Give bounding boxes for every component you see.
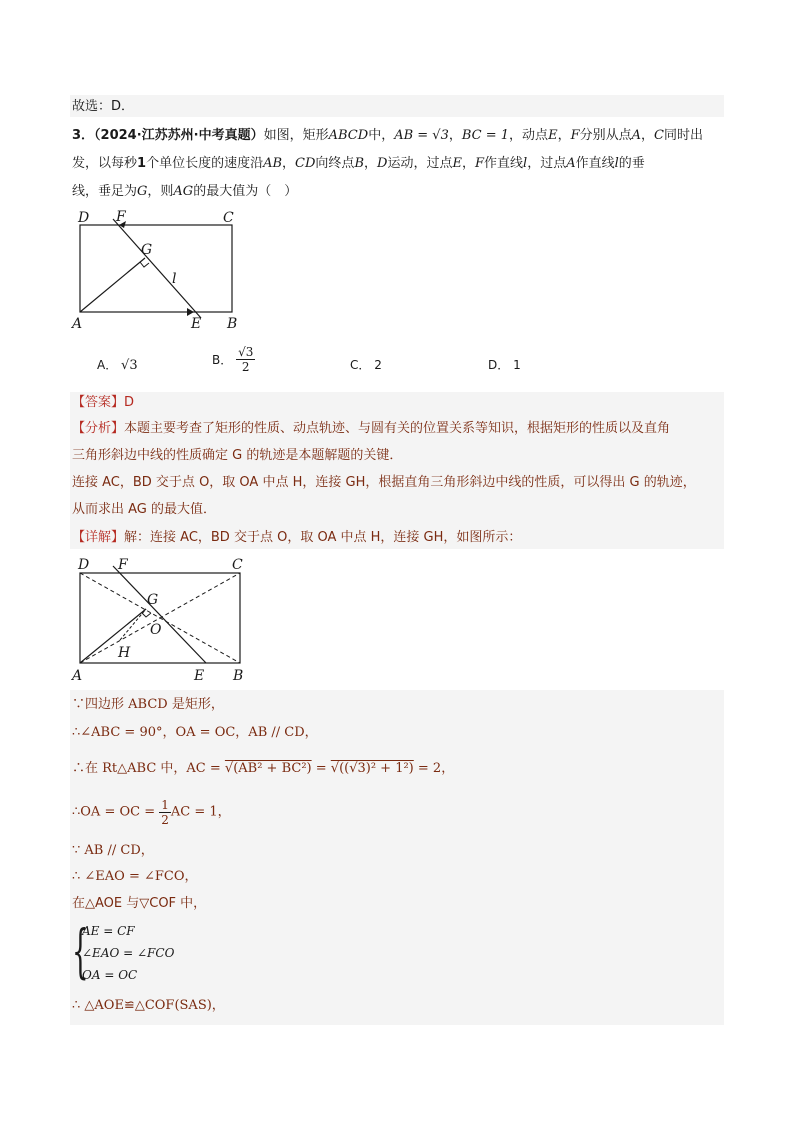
option-b-numerator: √3	[238, 345, 254, 359]
fig1-segment-AG	[80, 258, 145, 312]
fig2-label-D: D	[78, 557, 90, 573]
question-line-3	[72, 183, 297, 201]
system-eq-3: OA = OC	[82, 968, 138, 982]
step-4	[72, 798, 231, 828]
q-var: A	[566, 156, 576, 171]
fig1-rectangle	[80, 225, 232, 312]
step-4-denominator: 2	[161, 813, 169, 827]
fig2-label-O: O	[150, 622, 162, 638]
question-number: 3．	[72, 128, 95, 143]
q-var: AG	[173, 184, 194, 199]
q-text: 个单位长度的速度沿	[146, 156, 264, 171]
step-3-prefix: ∴在 Rt△ABC 中，AC =	[72, 761, 225, 776]
q-var: l	[523, 156, 528, 171]
question-line-2: 发，以每秒1个单位长度的速度沿AB，CD向终点B，D运动，过点E，F作直线l，过点A作直线l的垂	[72, 156, 645, 171]
fig2-segment-AG	[80, 609, 146, 663]
step-8: ∴ △AOE≌△COF(SAS)，	[72, 998, 225, 1013]
fig1-label-F: F	[116, 209, 126, 225]
step-2: ∴∠ABC = 90°，OA = OC，AB // CD，	[72, 725, 318, 740]
q-var: E	[452, 156, 462, 171]
q-var: E	[548, 128, 558, 143]
option-a[interactable]	[97, 356, 138, 373]
fig1-label-B: B	[227, 316, 238, 332]
q-var: F	[474, 156, 485, 171]
q-math: AB = √3	[394, 128, 449, 143]
step-3-eq: =	[311, 761, 331, 776]
analysis-line-1	[72, 420, 670, 438]
fig1-label-A: A	[72, 316, 83, 332]
figure-1-rectangle	[70, 205, 250, 335]
band-guxuan	[70, 95, 724, 117]
option-c-label: C．	[350, 358, 371, 372]
q-text: 分别从点	[579, 128, 632, 143]
option-d-label: D．	[488, 358, 510, 372]
fig2-label-C: C	[232, 557, 243, 573]
step-4-prefix: ∴OA = OC =	[72, 804, 160, 820]
q-text: 的垂	[618, 156, 645, 171]
q-text: 作直线	[484, 156, 524, 171]
analysis-line-4: 从而求出 AG 的最大值．	[72, 502, 217, 517]
q-var: AB	[263, 156, 283, 171]
fig1-label-G: G	[141, 242, 153, 258]
system-eq-2: ∠EAO = ∠FCO	[82, 946, 175, 960]
step-3	[72, 760, 454, 778]
q-var: CD	[295, 156, 316, 171]
option-a-value: √3	[121, 358, 138, 373]
analysis-line-3: 连接 AC，BD 交于点 O，取 OA 中点 H，连接 GH，根据直角三角形斜边中线的性质，可以得出 G 的轨迹，	[72, 475, 696, 490]
system-eq-1: AE = CF	[82, 924, 135, 938]
q-text: 运动，过点	[387, 156, 453, 171]
step-4-fraction	[159, 798, 171, 827]
option-a-label: A．	[97, 358, 118, 372]
step-7: 在△AOE 与▽COF 中，	[72, 896, 207, 911]
option-c-value: 2	[374, 358, 382, 372]
system-brace: {	[72, 917, 89, 985]
option-d-value: 1	[513, 358, 521, 372]
q-text: 作直线	[575, 156, 615, 171]
fig1-label-l: l	[172, 271, 177, 287]
fig2-label-E: E	[194, 668, 205, 684]
option-c[interactable]	[350, 356, 382, 373]
option-d[interactable]	[488, 356, 521, 373]
answer-value: D	[124, 395, 135, 410]
fig1-line-l	[113, 219, 201, 318]
fig2-label-F: F	[118, 557, 128, 573]
step-3-radical-2: √((√3)² + 1²)	[330, 761, 414, 776]
option-b[interactable]	[212, 345, 255, 374]
q-text: 的最大值为（ ）	[193, 184, 298, 199]
q-text: 中，	[368, 128, 395, 143]
q-text: 线，垂足为	[72, 184, 138, 199]
step-4-numerator: 1	[161, 798, 169, 812]
step-1: ∵四边形 ABCD 是矩形，	[72, 697, 224, 712]
q-var: F	[570, 128, 580, 143]
detail-text: 解：连接 AC，BD 交于点 O，取 OA 中点 H，连接 GH，如图所示：	[124, 530, 522, 545]
q-var: D	[377, 156, 388, 171]
q-math: BC = 1	[461, 128, 510, 143]
detail-tag: 【详解】	[72, 530, 125, 545]
figure-2-rectangle	[70, 552, 260, 687]
fig2-label-B: B	[233, 668, 244, 684]
q-text: ，过点	[527, 156, 567, 171]
fig1-right-angle-mark	[140, 262, 149, 267]
option-b-label: B．	[212, 353, 233, 367]
q-var: ABCD	[328, 128, 369, 143]
option-b-fraction	[236, 345, 255, 374]
step-6: ∴ ∠EAO = ∠FCO，	[72, 869, 198, 884]
q-var: B	[354, 156, 364, 171]
step-3-radical-1: √(AB² + BC²)	[224, 761, 312, 776]
answer-line	[72, 394, 134, 412]
q-var: l	[614, 156, 619, 171]
previous-answer-line: 故选：D．	[72, 99, 135, 114]
q-text: ，动点	[509, 128, 549, 143]
step-5: ∵ AB // CD，	[72, 843, 154, 858]
fig1-label-C: C	[223, 210, 234, 226]
q-text: ，则	[147, 184, 174, 199]
fig2-label-H: H	[118, 645, 131, 661]
step-4-suffix: AC = 1，	[170, 804, 231, 820]
q-num: 1	[137, 156, 147, 171]
q-var: C	[654, 128, 664, 143]
q-var: G	[137, 184, 148, 199]
analysis-text: 本题主要考查了矩形的性质、动点轨迹、与圆有关的位置关系等知识，根据矩形的性质以及直角	[124, 421, 671, 436]
q-text: 如图，矩形	[263, 128, 329, 143]
answer-tag: 【答案】	[72, 395, 125, 410]
q-text: 发，以每秒	[72, 156, 138, 171]
analysis-line-2: 三角形斜边中线的性质确定 G 的轨迹是本题解题的关键．	[72, 448, 403, 463]
analysis-tag: 【分析】	[72, 421, 125, 436]
detail-line-1	[72, 529, 521, 547]
step-3-result: = 2，	[413, 761, 455, 776]
fig1-label-E: E	[191, 316, 202, 332]
option-b-denominator: 2	[241, 360, 250, 374]
q-text: 向终点	[315, 156, 355, 171]
fig2-label-A: A	[72, 668, 83, 684]
fig1-label-D: D	[78, 210, 90, 226]
q-var: A	[631, 128, 642, 143]
fig2-label-G: G	[147, 592, 159, 608]
question-line-1: 3．（2024·江苏苏州·中考真题）如图，矩形ABCD中，AB = √3，BC = 1，动点E，F分别从点A，C同时出	[72, 128, 703, 143]
fig2-right-angle-mark	[142, 613, 151, 617]
q-text: ，	[448, 128, 462, 143]
question-source: （2024·江苏苏州·中考真题）	[94, 128, 264, 143]
q-text: 同时出	[663, 128, 703, 143]
